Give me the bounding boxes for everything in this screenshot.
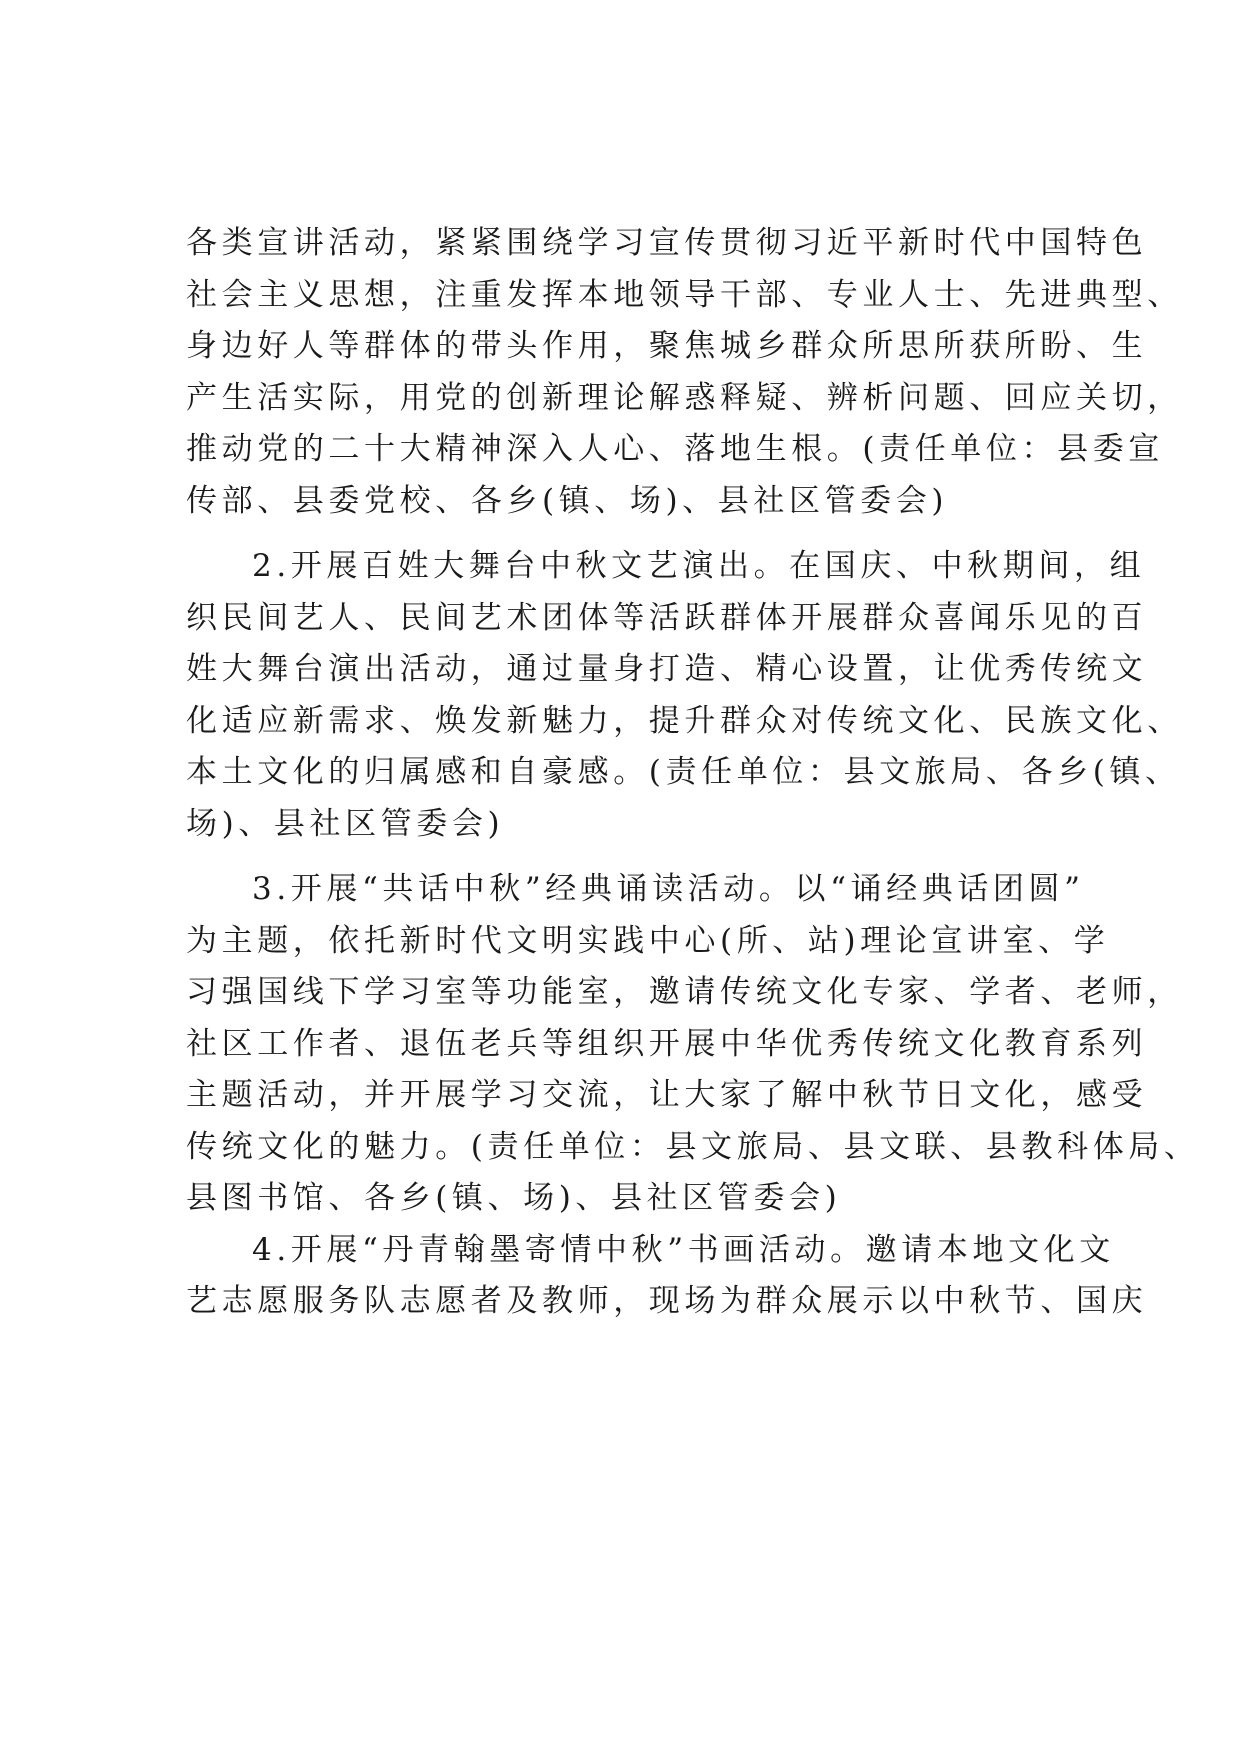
paragraph-3-classic-reading — [186, 864, 1200, 1225]
text-line: 织民间艺人、民间艺术团体等活跃群体开展群众喜闻乐见的百 — [186, 599, 1148, 636]
text-line: 各类宣讲活动，紧紧围绕学习宣传贯彻习近平新时代中国特色 — [186, 225, 1148, 261]
text-line: 本土文化的归属感和自豪感。(责任单位：县文旅局、各乡(镇、 — [186, 754, 1181, 790]
text-line: 传部、县委党校、各乡(镇、场)、县社区管委会) — [186, 482, 949, 519]
document-body — [186, 218, 1200, 1328]
text-line: 产生活实际，用党的创新理论解惑释疑、辨析问题、回应关切， — [186, 379, 1183, 416]
text-line: 习强国线下学习室等功能室，邀请传统文化专家、学者、老师， — [186, 974, 1183, 1010]
paragraph-2-stage-performance — [186, 541, 1183, 850]
text-line-first: 3.开展“共话中秋”经典诵读活动。以“诵经典话团圆” — [252, 871, 1085, 907]
text-line: 社会主义思想，注重发挥本地领导干部、专业人士、先进典型、 — [186, 276, 1183, 313]
text-line: 推动党的二十大精神深入人心、落地生根。(责任单位：县委宣 — [186, 431, 1164, 467]
text-line: 姓大舞台演出活动，通过量身打造、精心设置，让优秀传统文 — [186, 651, 1148, 687]
text-line: 县图书馆、各乡(镇、场)、县社区管委会) — [186, 1180, 842, 1216]
text-line: 场)、县社区管委会) — [186, 805, 505, 842]
text-line: 身边好人等群体的带头作用，聚焦城乡群众所思所获所盼、生 — [186, 328, 1148, 364]
text-line: 主题活动，并开展学习交流，让大家了解中秋节日文化，感受 — [186, 1077, 1148, 1113]
text-line: 传统文化的魅力。(责任单位：县文旅局、县文联、县教科体局、 — [186, 1128, 1200, 1165]
text-line-first: 4.开展“丹青翰墨寄情中秋”书画活动。邀请本地文化文 — [252, 1231, 1115, 1268]
text-line: 艺志愿服务队志愿者及教师，现场为群众展示以中秋节、国庆 — [186, 1283, 1148, 1319]
paragraph-4-calligraphy — [186, 1225, 1148, 1328]
text-line: 化适应新需求、焕发新魅力，提升群众对传统文化、民族文化、 — [186, 702, 1183, 739]
text-line-first: 2.开展百姓大舞台中秋文艺演出。在国庆、中秋期间，组 — [252, 548, 1146, 584]
text-line: 社区工作者、退伍老兵等组织开展中华优秀传统文化教育系列 — [186, 1025, 1148, 1062]
paragraph-1-continuation — [186, 218, 1183, 527]
text-line: 为主题，依托新时代文明实践中心(所、站)理论宣讲室、学 — [186, 922, 1110, 959]
